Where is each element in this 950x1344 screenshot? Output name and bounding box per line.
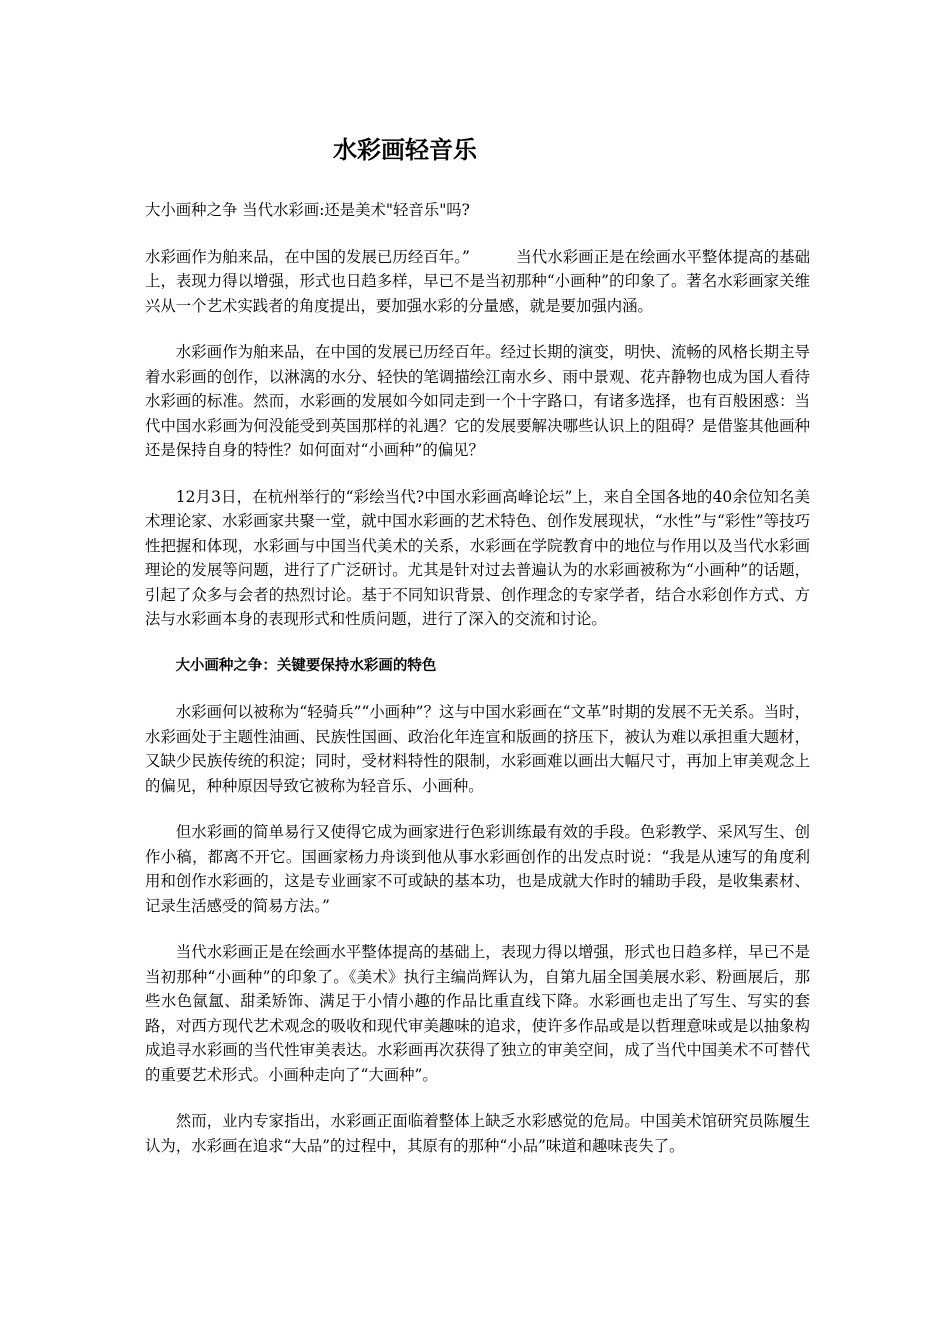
section-paragraph: 但水彩画的简单易行又使得它成为画家进行色彩训练最有效的手段。色彩教学、采风写生、创作小稿，都离不开它。国画家杨力舟谈到他从事水彩画创作的出发点时说：“我是从速写的角度利用和创作水彩画的，这是专业画家不可或缺的基本功，也是成就大作时的辅助手段，是收集素材、记录生活感受的简易方法。” <box>145 823 810 915</box>
article-subtitle: 大小画种之争 当代水彩画:还是美术"轻音乐"吗? <box>145 201 470 219</box>
body-paragraph: 12月3日，在杭州举行的“彩绘当代?中国水彩画高峰论坛”上，来自全国各地的40余位知名美术理论家、水彩画家共聚一堂，就中国水彩画的艺术特色、创作发展现状，“水性”与“彩性”等技巧性把握和体现，水彩画与中国当代美术的关系，水彩画在学院教育中的地位与作用以及当代水彩画理论的发展等问题，进行了广泛研讨。尤其是针对过去普遍认为的水彩画被称为“小画种”的话题，引起了众多与会者的热烈讨论。基于不同知识背景、创作理念的专家学者，结合水彩创作方式、方法与水彩画本身的表现形式和性质问题，进行了深入的交流和讨论。 <box>145 487 810 628</box>
article-body <box>145 198 810 1180</box>
intro-paragraph: 水彩画作为舶来品，在中国的发展已历经百年。” 当代水彩画正是在绘画水平整体提高的基础上，表现力得以增强，形式也日趋多样，早已不是当初那种“小画种”的印象了。著名水彩画家关维兴从一个艺术实践者的角度提出，要加强水彩的分量感，就是要加强内涵。 <box>145 247 810 315</box>
section-paragraph: 水彩画何以被称为“轻骑兵”“小画种”？这与中国水彩画在“文革”时期的发展不无关系。当时，水彩画处于主题性油画、民族性国画、政治化年连宣和版画的挤压下，被认为难以承担重大题材，又缺少民族传统的积淀；同时，受材料特性的限制，水彩画难以画出大幅尺寸，再加上审美观念上的偏见，种种原因导致它被称为轻音乐、小画种。 <box>145 703 810 795</box>
page-title: 水彩画轻音乐 <box>333 136 477 164</box>
body-paragraph: 水彩画作为舶来品，在中国的发展已历经百年。经过长期的演变，明快、流畅的风格长期主导着水彩画的创作，以淋漓的水分、轻快的笔调描绘江南水乡、雨中景观、花卉静物也成为国人看待水彩画的标准。然而，水彩画的发展如今如同走到一个十字路口，有诸多选择，也有百般困惑：当代中国水彩画为何没能受到英国那样的礼遇？它的发展要解决哪些认识上的阻碍？是借鉴其他画种还是保持自身的特性？如何面对“小画种”的偏见？ <box>145 343 810 459</box>
section-heading: 大小画种之争：关键要保持水彩画的特色 <box>175 657 437 674</box>
section-paragraph: 然而，业内专家指出，水彩画正面临着整体上缺乏水彩感觉的危局。中国美术馆研究员陈履生认为，水彩画在追求“大品”的过程中，其原有的那种“小品”味道和趣味丧失了。 <box>145 1112 810 1155</box>
section-paragraph: 当代水彩画正是在绘画水平整体提高的基础上，表现力得以增强，形式也日趋多样，早已不是当初那种“小画种”的印象了。《美术》执行主编尚辉认为，自第九届全国美展水彩、粉画展后，那些水色氤氲、甜柔矫饰、满足于小情小趣的作品比重直线下降。水彩画也走出了写生、写实的套路，对西方现代艺术观念的吸收和现代审美趣味的追求，使许多作品或是以哲理意味或是以抽象构成追寻水彩画的当代性审美表达。水彩画再次获得了独立的审美空间，成了当代中国美术不可替代的重要艺术形式。小画种走向了“大画种”。 <box>145 943 810 1084</box>
